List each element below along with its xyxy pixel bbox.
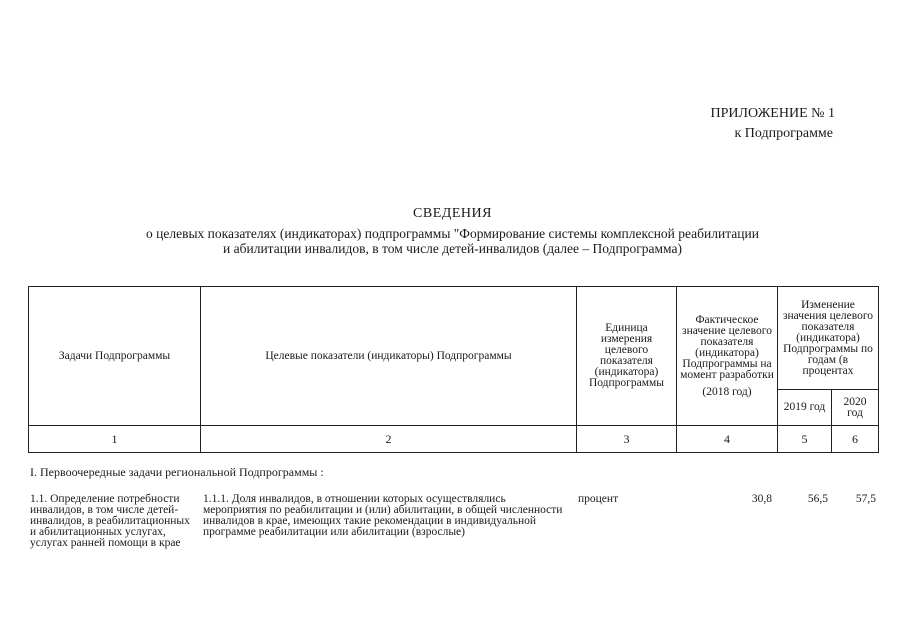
row-value-2020: 57,5 bbox=[855, 493, 876, 505]
col-number-4: 4 bbox=[677, 426, 778, 453]
header-indicators: Целевые показатели (индикаторы) Подпрограммы bbox=[201, 287, 577, 426]
title-line-1: о целевых показателях (индикаторах) подпрограммы "Формирование системы комплексной реабилитации bbox=[146, 226, 759, 241]
row-fact-2018: 30,8 bbox=[751, 493, 772, 505]
header-year-2019: 2019 год bbox=[778, 390, 832, 426]
header-tasks: Задачи Подпрограммы bbox=[29, 287, 201, 426]
header-fact-label: Фактическое значение целевого показателя (индикатора) Подпрограммы на момент разработки bbox=[680, 313, 774, 381]
header-fact-year: (2018 год) bbox=[702, 385, 752, 398]
col-number-3: 3 bbox=[577, 426, 677, 453]
header-unit: Единица измерения целевого показателя (индикатора) Подпрограммы bbox=[577, 287, 677, 426]
row-value-2019: 56,5 bbox=[807, 493, 828, 505]
header-fact bbox=[677, 287, 778, 426]
document-title bbox=[0, 206, 905, 256]
title-line-2: и абилитации инвалидов, в том числе детей-инвалидов (далее – Подпрограмма) bbox=[223, 241, 682, 256]
row-unit: процент bbox=[578, 493, 619, 505]
section-title: I. Первоочередные задачи региональной Подпрограммы : bbox=[30, 465, 324, 479]
header-year-2020: 2020 год bbox=[832, 390, 879, 426]
row-indicator: 1.1.1. Доля инвалидов, в отношении которых осуществлялись мероприятия по реабилитации и (или) абилитации, в общей численности инвалидов в крае, имеющих такие рекомендации в индивидуальной программе реабилитации или абилитации (взрослые) bbox=[203, 493, 563, 538]
col-number-6: 6 bbox=[832, 426, 879, 453]
title-main: СВЕДЕНИЯ bbox=[413, 206, 492, 221]
col-number-5: 5 bbox=[778, 426, 832, 453]
row-task: 1.1. Определение потребности инвалидов, в том числе детей-инвалидов, в реабилитационных и абилитационных услугах, услугах ранней помощи в крае bbox=[30, 493, 190, 549]
header-change: Изменение значения целевого показателя (индикатора) Подпрограммы по годам (в процентах bbox=[778, 287, 879, 390]
appendix-header bbox=[640, 104, 835, 144]
appendix-reference: к Подпрограмме bbox=[734, 126, 833, 141]
col-number-2: 2 bbox=[201, 426, 577, 453]
indicators-table-header bbox=[28, 286, 879, 453]
col-number-1: 1 bbox=[29, 426, 201, 453]
appendix-label: ПРИЛОЖЕНИЕ № 1 bbox=[710, 106, 835, 121]
